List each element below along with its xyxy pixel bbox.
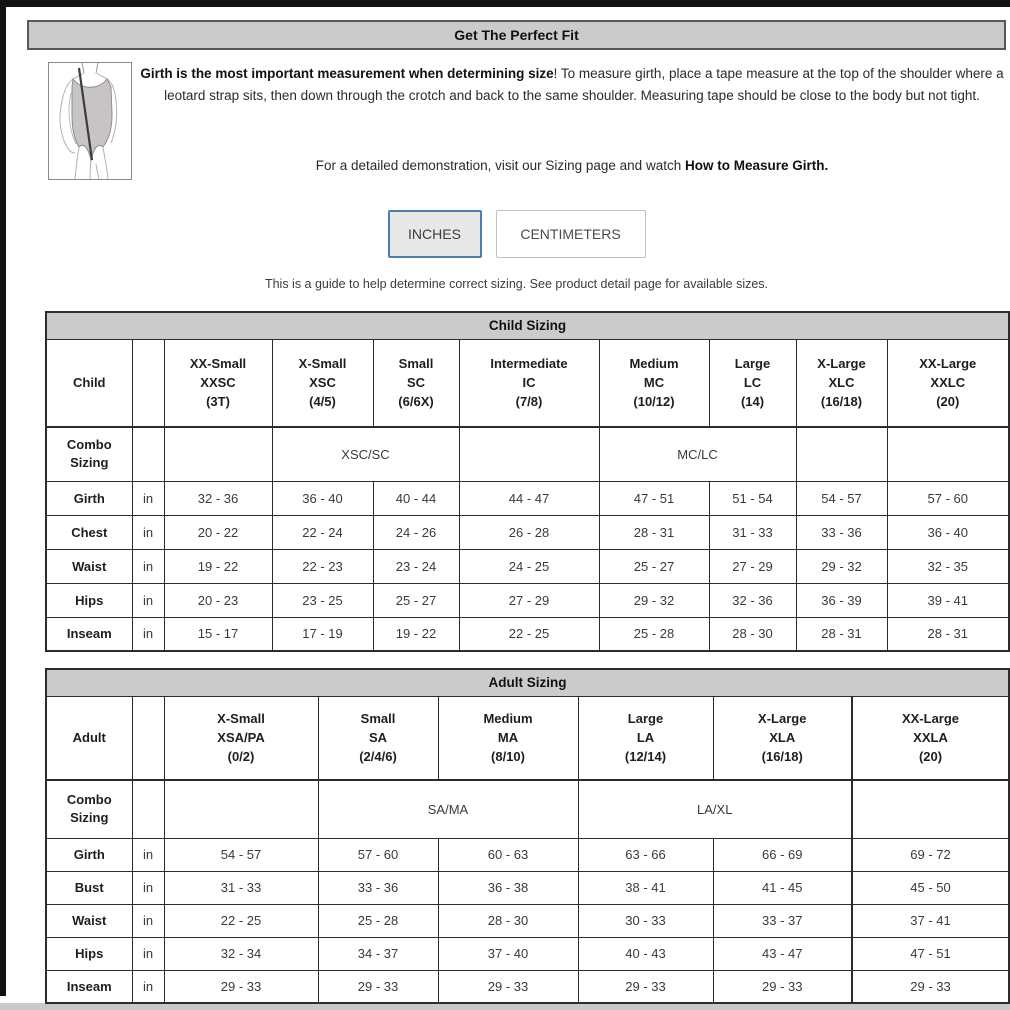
size-column-header: X-Small XSA/PA (0/2) [164, 696, 318, 780]
bottom-strip [0, 1003, 1010, 1010]
size-column-header: Small SC (6/6X) [373, 339, 459, 427]
size-value-cell: 54 - 57 [796, 481, 887, 515]
size-value-cell: 31 - 33 [709, 515, 796, 549]
size-value-cell: 47 - 51 [599, 481, 709, 515]
size-value-cell: 22 - 25 [459, 617, 599, 651]
combo-sizing-label: Combo Sizing [46, 427, 132, 481]
size-value-cell: 22 - 25 [164, 904, 318, 937]
centimeters-button[interactable]: CENTIMETERS [496, 210, 646, 258]
size-value-cell: 32 - 36 [709, 583, 796, 617]
intro-rest: ! To measure girth, place a tape measure at the top of the shoulder where a leotard strap sits, then down through the crotch and back to the same shoulder. Measuring tape should be close to the body but not tight. [164, 66, 1004, 103]
size-value-cell: 25 - 28 [599, 617, 709, 651]
demo-prefix: For a detailed demonstration, visit our Sizing page and watch [315, 158, 685, 173]
size-value-cell: 29 - 33 [164, 970, 318, 1003]
size-value-cell: 29 - 32 [599, 583, 709, 617]
size-value-cell: 17 - 19 [272, 617, 373, 651]
combo-blank-cell [796, 427, 887, 481]
size-value-cell: 29 - 33 [318, 970, 438, 1003]
unit-cell: in [132, 515, 164, 549]
combo-blank-cell [887, 427, 1009, 481]
combo-blank-cell [164, 427, 272, 481]
size-value-cell: 38 - 41 [578, 871, 713, 904]
size-column-header: Large LA (12/14) [578, 696, 713, 780]
size-value-cell: 60 - 63 [438, 838, 578, 871]
size-value-cell: 69 - 72 [852, 838, 1009, 871]
size-value-cell: 33 - 36 [796, 515, 887, 549]
inches-button[interactable]: INCHES [388, 210, 482, 258]
combo-sizing-label: Combo Sizing [46, 780, 132, 838]
adult-sizing-table [45, 668, 1010, 1004]
size-value-cell: 57 - 60 [318, 838, 438, 871]
size-value-cell: 44 - 47 [459, 481, 599, 515]
size-value-cell: 27 - 29 [459, 583, 599, 617]
size-column-header: Medium MC (10/12) [599, 339, 709, 427]
combo-blank-cell [132, 427, 164, 481]
adult-table-title: Adult Sizing [46, 669, 1009, 696]
size-column-header: Medium MA (8/10) [438, 696, 578, 780]
size-value-cell: 24 - 25 [459, 549, 599, 583]
top-border [0, 0, 1010, 7]
size-value-cell: 24 - 26 [373, 515, 459, 549]
size-column-header: X-Small XSC (4/5) [272, 339, 373, 427]
row-label: Hips [46, 937, 132, 970]
size-value-cell: 40 - 44 [373, 481, 459, 515]
unit-header-cell [132, 696, 164, 780]
row-label: Girth [46, 481, 132, 515]
size-column-header: Large LC (14) [709, 339, 796, 427]
unit-cell: in [132, 904, 164, 937]
left-border [0, 7, 6, 996]
size-value-cell: 36 - 40 [272, 481, 373, 515]
size-value-cell: 37 - 41 [852, 904, 1009, 937]
size-value-cell: 25 - 28 [318, 904, 438, 937]
size-value-cell: 39 - 41 [887, 583, 1009, 617]
size-column-header: X-Large XLA (16/18) [713, 696, 852, 780]
size-value-cell: 36 - 40 [887, 515, 1009, 549]
size-value-cell: 33 - 37 [713, 904, 852, 937]
size-value-cell: 29 - 33 [438, 970, 578, 1003]
combo-group-cell: LA/XL [578, 780, 852, 838]
intro-text [138, 63, 1006, 107]
combo-blank-cell [459, 427, 599, 481]
size-value-cell: 25 - 27 [373, 583, 459, 617]
row-label: Waist [46, 549, 132, 583]
unit-cell: in [132, 970, 164, 1003]
leotard-diagram-icon [49, 63, 131, 179]
child-sizing-table [45, 311, 1010, 652]
size-value-cell: 66 - 69 [713, 838, 852, 871]
size-value-cell: 22 - 24 [272, 515, 373, 549]
child-corner-label: Child [46, 339, 132, 427]
adult-corner-label: Adult [46, 696, 132, 780]
size-value-cell: 27 - 29 [709, 549, 796, 583]
girth-measurement-figure [48, 62, 132, 180]
size-value-cell: 26 - 28 [459, 515, 599, 549]
demo-bold: How to Measure Girth. [684, 158, 829, 173]
unit-cell: in [132, 583, 164, 617]
size-value-cell: 33 - 36 [318, 871, 438, 904]
unit-cell: in [132, 617, 164, 651]
size-value-cell: 40 - 43 [578, 937, 713, 970]
size-value-cell: 22 - 23 [272, 549, 373, 583]
unit-cell: in [132, 481, 164, 515]
size-value-cell: 51 - 54 [709, 481, 796, 515]
row-label: Inseam [46, 617, 132, 651]
size-column-header: XX-Small XXSC (3T) [164, 339, 272, 427]
size-value-cell: 28 - 30 [438, 904, 578, 937]
size-value-cell: 28 - 31 [599, 515, 709, 549]
size-value-cell: 28 - 31 [796, 617, 887, 651]
combo-group-cell: XSC/SC [272, 427, 459, 481]
size-value-cell: 32 - 36 [164, 481, 272, 515]
unit-cell: in [132, 549, 164, 583]
combo-blank-cell [164, 780, 318, 838]
size-value-cell: 28 - 30 [709, 617, 796, 651]
child-table-title: Child Sizing [46, 312, 1009, 339]
size-value-cell: 19 - 22 [164, 549, 272, 583]
size-value-cell: 25 - 27 [599, 549, 709, 583]
size-value-cell: 47 - 51 [852, 937, 1009, 970]
size-value-cell: 19 - 22 [373, 617, 459, 651]
sizing-guide-note: This is a guide to help determine correct sizing. See product detail page for available sizes. [264, 277, 769, 291]
combo-blank-cell [852, 780, 1009, 838]
size-value-cell: 20 - 23 [164, 583, 272, 617]
size-column-header: Intermediate IC (7/8) [459, 339, 599, 427]
size-value-cell: 43 - 47 [713, 937, 852, 970]
size-value-cell: 63 - 66 [578, 838, 713, 871]
size-value-cell: 20 - 22 [164, 515, 272, 549]
row-label: Hips [46, 583, 132, 617]
row-label: Inseam [46, 970, 132, 1003]
size-value-cell: 15 - 17 [164, 617, 272, 651]
unit-header-cell [132, 339, 164, 427]
size-value-cell: 29 - 32 [796, 549, 887, 583]
intro-bold: Girth is the most important measurement when determining size [140, 66, 554, 81]
size-value-cell: 45 - 50 [852, 871, 1009, 904]
size-value-cell: 23 - 24 [373, 549, 459, 583]
size-value-cell: 37 - 40 [438, 937, 578, 970]
size-column-header: Small SA (2/4/6) [318, 696, 438, 780]
demo-text [138, 158, 1006, 173]
size-value-cell: 32 - 35 [887, 549, 1009, 583]
size-value-cell: 29 - 33 [713, 970, 852, 1003]
unit-toggle [27, 210, 1006, 258]
combo-blank-cell [132, 780, 164, 838]
row-label: Waist [46, 904, 132, 937]
size-column-header: XX-Large XXLA (20) [852, 696, 1009, 780]
size-column-header: XX-Large XXLC (20) [887, 339, 1009, 427]
size-value-cell: 29 - 33 [852, 970, 1009, 1003]
size-value-cell: 41 - 45 [713, 871, 852, 904]
size-value-cell: 31 - 33 [164, 871, 318, 904]
row-label: Bust [46, 871, 132, 904]
row-label: Girth [46, 838, 132, 871]
size-value-cell: 57 - 60 [887, 481, 1009, 515]
size-column-header: X-Large XLC (16/18) [796, 339, 887, 427]
row-label: Chest [46, 515, 132, 549]
size-value-cell: 29 - 33 [578, 970, 713, 1003]
unit-cell: in [132, 871, 164, 904]
size-value-cell: 30 - 33 [578, 904, 713, 937]
size-value-cell: 34 - 37 [318, 937, 438, 970]
size-value-cell: 32 - 34 [164, 937, 318, 970]
unit-cell: in [132, 838, 164, 871]
size-value-cell: 54 - 57 [164, 838, 318, 871]
combo-group-cell: SA/MA [318, 780, 578, 838]
size-value-cell: 28 - 31 [887, 617, 1009, 651]
size-value-cell: 36 - 39 [796, 583, 887, 617]
unit-cell: in [132, 937, 164, 970]
size-value-cell: 23 - 25 [272, 583, 373, 617]
size-value-cell: 36 - 38 [438, 871, 578, 904]
combo-group-cell: MC/LC [599, 427, 796, 481]
page-title: Get The Perfect Fit [27, 20, 1006, 50]
